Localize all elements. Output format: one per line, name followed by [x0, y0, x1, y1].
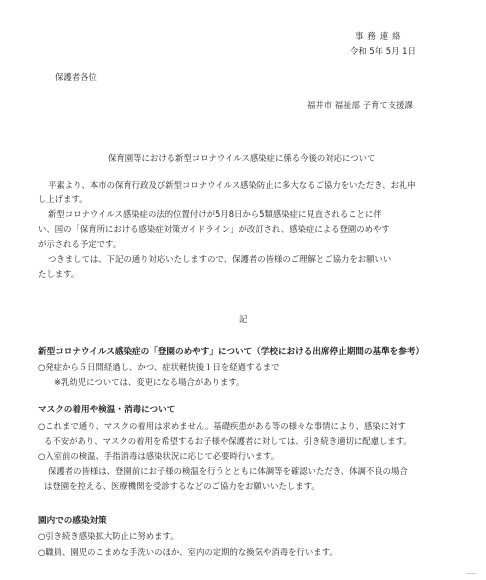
section-heading: 新型コロナウイルス感染症の「登園のめやす」について（学校における出席停止期間の基準を参考）: [38, 347, 425, 357]
document-subject: 保育園等における新型コロナウイルス感染症に係る今後の対応について: [108, 153, 376, 163]
section-line: は登園を控える、医療機関を受診するなどのご協力をお願いいたします。: [44, 481, 320, 491]
body-line: し上げます。: [38, 194, 88, 204]
section-heading: 園内での感染対策: [38, 516, 107, 526]
body-line: い、国の「保育所における感染症対策ガイドライン」が改訂され、感染症による登園のめやす: [38, 224, 390, 234]
section-line: ○入室前の検温、手指消毒は感染状況に応じて必要時行います。: [38, 451, 280, 461]
section-line: ○発症から５日間経過し、かつ、症状軽快後１日を経過するまで: [38, 362, 280, 372]
ki-marker: 記: [239, 314, 248, 324]
section-line: ○引き続き感染拡大防止に努めます。: [38, 531, 179, 541]
addressee: 保護者各位: [55, 72, 97, 82]
body-line: たします。: [38, 269, 80, 279]
section-line: る不安があり、マスクの着用を希望するお子様や保護者に対しては、引き続き適切に配慮します。: [44, 436, 412, 446]
section-line: ○これまで通り、マスクの着用は求めません。基礎疾患がある等の様々な事情により、感染に対す: [38, 421, 406, 431]
body-line: 新型コロナウイルス感染症の法的位置付けが5月8日から5類感染症に見直されることに伴: [48, 209, 382, 219]
body-line: つきましては、下記の通り対応いたしますので、保護者の皆様のご理解とご協力をお願いい: [48, 254, 392, 264]
scan-artifact: [466, 565, 476, 574]
section-line: ○職員、園児のこまめな手洗いのほか、室内の定期的な換気や消毒を行います。: [38, 547, 338, 557]
sender: 福井市 福祉部 子育て支援課: [307, 100, 413, 110]
notice-title: 事務連絡: [355, 31, 405, 41]
body-line: 平素より、本市の保育行政及び新型コロナウイルス感染防止に多大なるご協力をいただき、お礼申: [48, 180, 416, 190]
section-heading: マスクの着用や検温・消毒について: [38, 405, 176, 415]
section-line: 保護者の皆様は、登園前にお子様の検温を行うとともに体調等を確認いただき、体調不良の場合: [48, 466, 408, 476]
issue-date: 令和 5年 5月 1日: [350, 46, 416, 56]
body-line-extra: が示される予定です。: [38, 239, 122, 249]
section-line: ※乳幼児については、変更になる場合があります。: [54, 377, 245, 387]
